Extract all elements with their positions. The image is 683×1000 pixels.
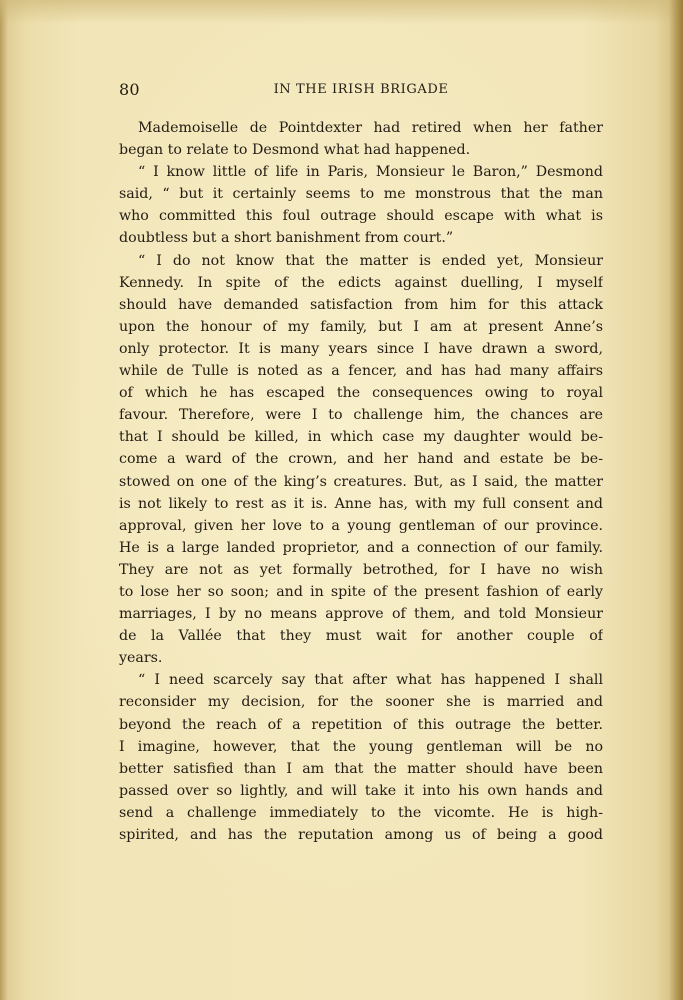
text-line: “ I need scarcely say that after what has happened I shall <box>138 672 603 689</box>
text-line: I imagine, however, that the young gentleman will be no <box>119 738 603 755</box>
text-line: spirited, and has the reputation among us of being a good <box>119 827 603 843</box>
text-line: to lose her so soon; and in spite of the present fashion of early <box>119 583 603 600</box>
text-line: passed over so lightly, and will take it into his own hands and <box>119 782 603 799</box>
text-line: They are not as yet formally betrothed, for I have no wish <box>119 561 603 578</box>
text-line: said, “ but it certainly seems to me monstrous that the man <box>119 186 603 203</box>
text-line: Kennedy. In spite of the edicts against duelling, I myself <box>119 274 603 291</box>
page-right-edge-shadow <box>669 0 683 1000</box>
text-line: de la Vallée that they must wait for another couple of <box>119 628 603 645</box>
text-line: favour. Therefore, were I to challenge him, the chances are <box>119 407 603 424</box>
text-line: should have demanded satisfaction from him for this attack <box>119 296 603 313</box>
text-line: Mademoiselle de Pointdexter had retired when her father <box>138 120 603 136</box>
body-text <box>119 117 603 846</box>
text-line: come a ward of the crown, and her hand and estate be be- <box>119 451 603 468</box>
text-line: marriages, I by no means approve of them, and told Monsieur <box>119 606 603 623</box>
running-head: IN THE IRISH BRIGADE <box>273 82 449 97</box>
text-line: “ I know little of life in Paris, Monsieur le Baron,” Desmond <box>138 164 603 181</box>
text-line: is not likely to rest as it is. Anne has, with my full consent and <box>119 495 603 512</box>
text-line: doubtless but a short banishment from court.” <box>119 230 454 247</box>
text-line: better satisfied than I am that the matter should have been <box>119 760 603 777</box>
text-line: send a challenge immediately to the vicomte. He is high- <box>119 804 603 821</box>
text-line: approval, given her love to a young gentleman of our province. <box>119 517 603 534</box>
page-number: 80 <box>119 80 140 99</box>
text-line: “ I do not know that the matter is ended yet, Monsieur <box>138 252 603 269</box>
text-line: who committed this foul outrage should escape with what is <box>119 208 603 225</box>
page-header <box>119 80 603 100</box>
page-top-edge-shadow <box>0 0 683 24</box>
text-line: of which he has escaped the consequences owing to royal <box>119 385 603 402</box>
text-line: upon the honour of my family, but I am at present Anne’s <box>119 318 603 335</box>
text-line: stowed on one of the king’s creatures. But, as I said, the matter <box>119 473 603 490</box>
text-line: reconsider my decision, for the sooner she is married and <box>119 694 603 711</box>
text-line: beyond the reach of a repetition of this outrage the better. <box>119 716 603 733</box>
text-line: began to relate to Desmond what had happened. <box>119 142 471 159</box>
text-line: that I should be killed, in which case my daughter would be- <box>119 429 603 446</box>
text-line: years. <box>119 650 163 667</box>
text-line: while de Tulle is noted as a fencer, and has had many affairs <box>119 363 603 380</box>
page-left-edge-shadow <box>0 0 8 1000</box>
text-line: He is a large landed proprietor, and a connection of our family. <box>119 539 603 556</box>
text-line: only protector. It is many years since I have drawn a sword, <box>119 340 603 357</box>
